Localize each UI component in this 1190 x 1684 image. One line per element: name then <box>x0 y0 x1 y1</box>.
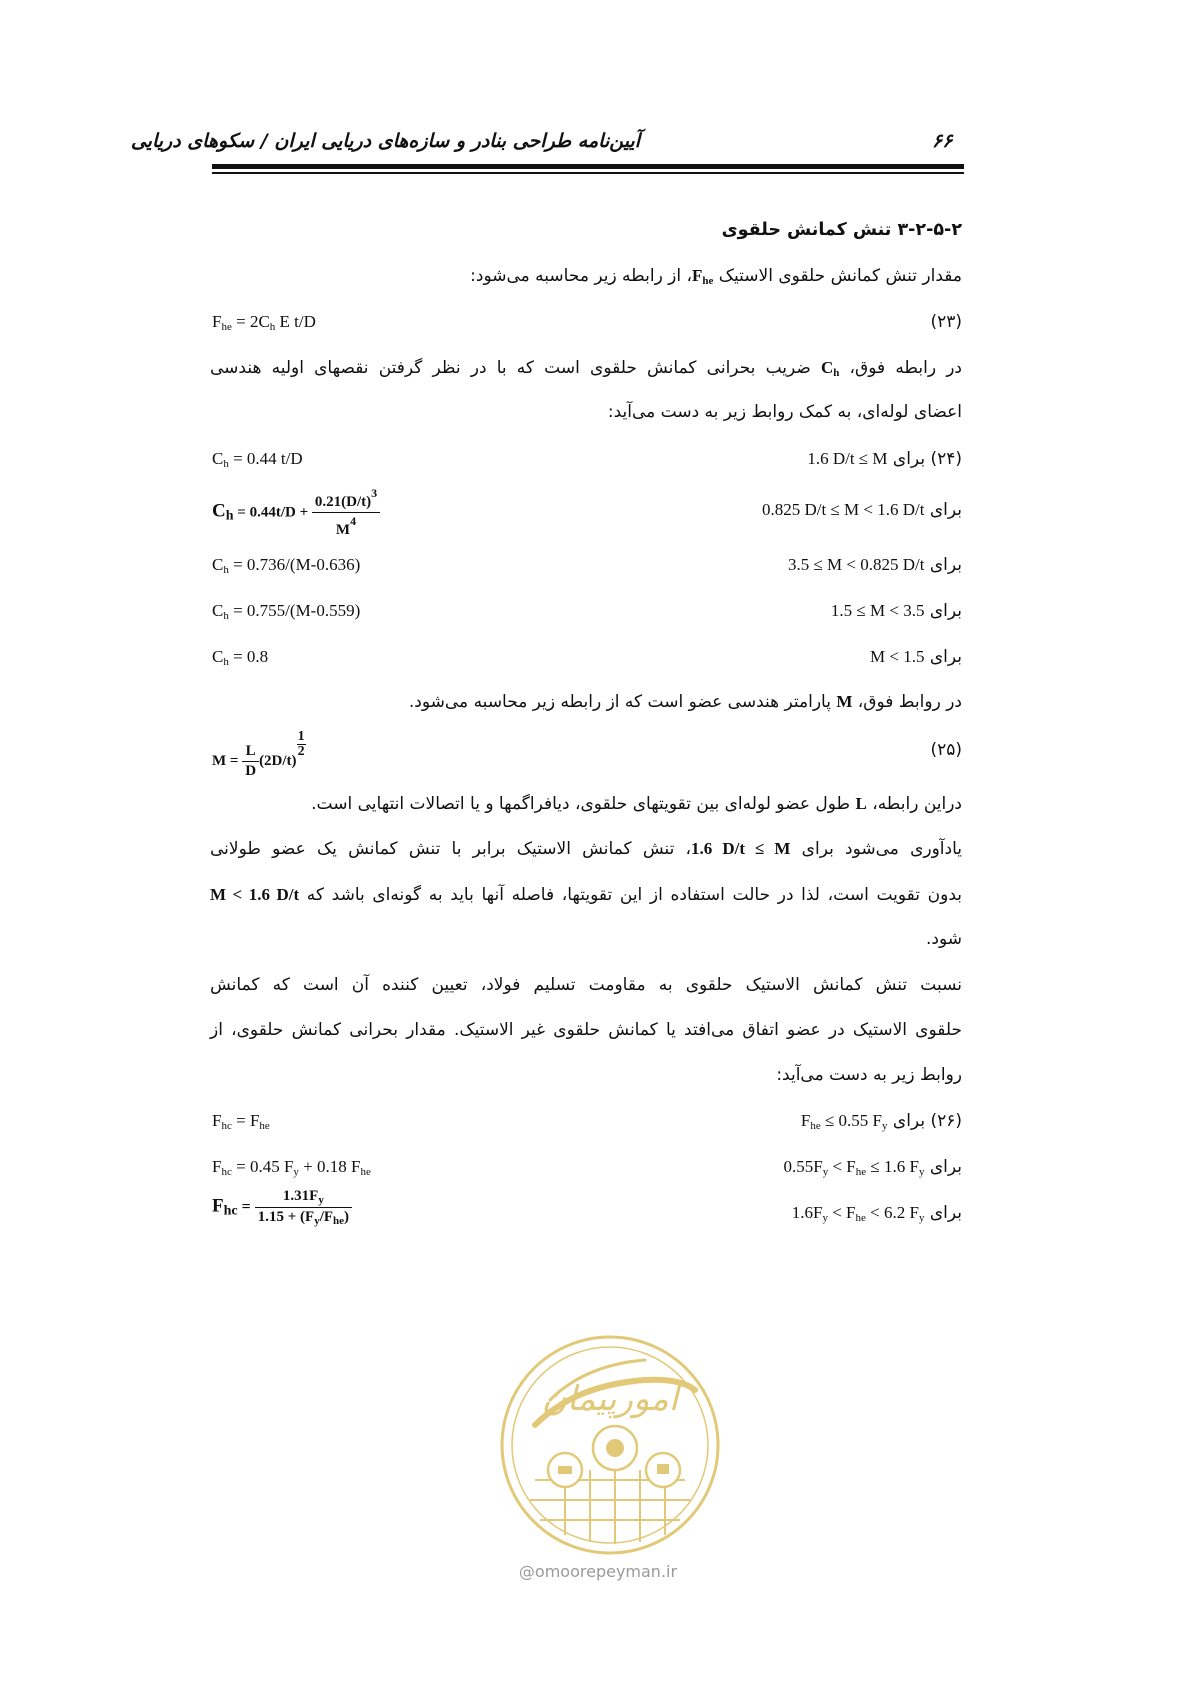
equation-24-row2-condition: برای 0.825 D/t ≤ M < 1.6 D/t <box>761 500 962 520</box>
equation-25-label: (۲۵) <box>930 740 962 760</box>
equation-24-row1-condition: (۲۴) برای 1.6 D/t ≤ M <box>807 449 962 469</box>
equation-25-exponent: $\frac{1}{2}$ <box>297 729 305 759</box>
paragraph-ratio-line1: نسبت تنش کمانش الاستیک حلقوی به مقاومت تسلیم فولاد، تعیین کننده آن است که کمانش <box>210 975 962 995</box>
equation-26-row2-formula: $F_{hc} = 0.45$ $F_y + 0.18$ $F_{he}$ <box>212 1157 371 1178</box>
footer-watermark: @omoorepeyman.ir <box>518 1562 678 1581</box>
paragraph-ch-line1: در رابطه فوق، $C_h$ ضریب بحرانی کمانش حلقوی است که با در نظر گرفتن نقصهای اولیه هندسی <box>210 358 962 379</box>
paragraph-ratio-line2: حلقوی الاستیک در عضو اتفاق می‌افتد یا کمانش حلقوی غیر الاستیک. مقدار بحرانی کمانش حلقوی، از <box>210 1020 962 1040</box>
equation-24-row4-formula: $C_h = 0.755/(M-0.559)$ <box>212 601 361 622</box>
paragraph-text: مقدار تنش کمانش حلقوی الاستیک <box>713 266 962 286</box>
equation-24-row5-formula: $C_h = 0.8$ <box>212 647 269 668</box>
paragraph-note-line2: بدون تقویت است، لذا در حالت استفاده از این تقویتها، فاصله آنها باید به گونه‌ای باشد که M < 1.6 D/t <box>210 885 962 905</box>
paragraph-text: ، از رابطه زیر محاسبه می‌شود: <box>470 266 693 286</box>
equation-23-formula: $F_{he} = 2C_h$ E t/D <box>212 312 316 333</box>
header-rule-thick <box>212 164 964 169</box>
equation-26-row3-condition: برای $1.6F_y < F_{he} < 6.2$ $F_y$ <box>791 1203 962 1224</box>
equation-24-row3-condition: برای 3.5 ≤ M < 0.825 D/t <box>787 555 962 575</box>
header-rule-thin <box>212 172 964 174</box>
equation-24-row3-formula: $C_h = 0.736/(M-0.636)$ <box>212 555 361 576</box>
running-title: آیین‌نامه طراحی بنادر و سازه‌های دریایی ایران / سکوهای دریایی <box>130 130 640 152</box>
equation-24-row4-condition: برای 1.5 ≤ M < 3.5 <box>830 601 962 621</box>
equation-25-fraction: $\frac{L}{D}$ <box>242 743 259 780</box>
section-heading: ۳-۲-۵-۲ تنش کمانش حلقوی <box>721 220 962 240</box>
paragraph-intro <box>470 266 962 287</box>
paragraph-ch-line2: اعضای لوله‌ای، به کمک روابط زیر به دست می‌آید: <box>607 402 962 422</box>
symbol-ch: $C_h$ <box>820 358 840 379</box>
symbol-m: M <box>836 692 853 711</box>
page-number: ۶۶ <box>932 130 953 152</box>
equation-26-row2-condition: برای $0.55F_y < F_{he} \le 1.6$ $F_y$ <box>783 1157 962 1178</box>
equation-26-row3-formula: $F_{hc}$ = $\frac{1.31F_y}{1.15 + (F_y/F_{he})}$ <box>212 1188 352 1227</box>
paragraph-note-line1: یادآوری می‌شود برای 1.6 D/t ≤ M، تنش کمانش الاستیک برابر با تنش کمانش یک عضو طولانی <box>210 839 962 859</box>
paragraph-note-line3: شود. <box>925 929 962 949</box>
paragraph-l-definition: دراین رابطه، L طول عضو لوله‌ای بین تقویتهای حلقوی، دیافراگمها و یا اتصالات انتهایی است. <box>311 794 962 814</box>
equation-24-row2-formula: $C_h = 0.44t/D$ + $\frac{0.21(D/t)^3}{M^4}$ <box>212 486 380 539</box>
equation-26-row1-condition: (۲۶) برای $F_{he} \le 0.55$ $F_y$ <box>800 1111 962 1132</box>
equation-26-row1-formula: $F_{hc} = F_{he}$ <box>212 1111 270 1132</box>
equation-25-formula: M = $\frac{L}{D}$ (2D/t) $\frac{1}{2}$ <box>212 729 305 780</box>
equation-24-fraction: $\frac{0.21(D/t)^3}{M^4}$ <box>312 486 380 539</box>
paragraph-m-definition: در روابط فوق، M پارامتر هندسی عضو است که از رابطه زیر محاسبه می‌شود. <box>408 692 962 712</box>
equation-26-fraction: $\frac{1.31F_y}{1.15 + (F_y/F_{he})}$ <box>255 1188 352 1227</box>
symbol-l: L <box>855 794 867 813</box>
equation-24-row5-condition: برای M < 1.5 <box>870 647 962 667</box>
equation-24-row1-formula: $C_h = 0.44$ t/D <box>212 449 303 470</box>
seal-text: امورپیمان <box>541 1379 679 1419</box>
paragraph-ratio-line3: روابط زیر به دست می‌آید: <box>776 1065 962 1085</box>
equation-23-label: (۲۳) <box>930 312 962 332</box>
omoorepeyman-seal-logo <box>495 1330 725 1560</box>
symbol-fhe: $F_{he}$ <box>692 266 714 287</box>
